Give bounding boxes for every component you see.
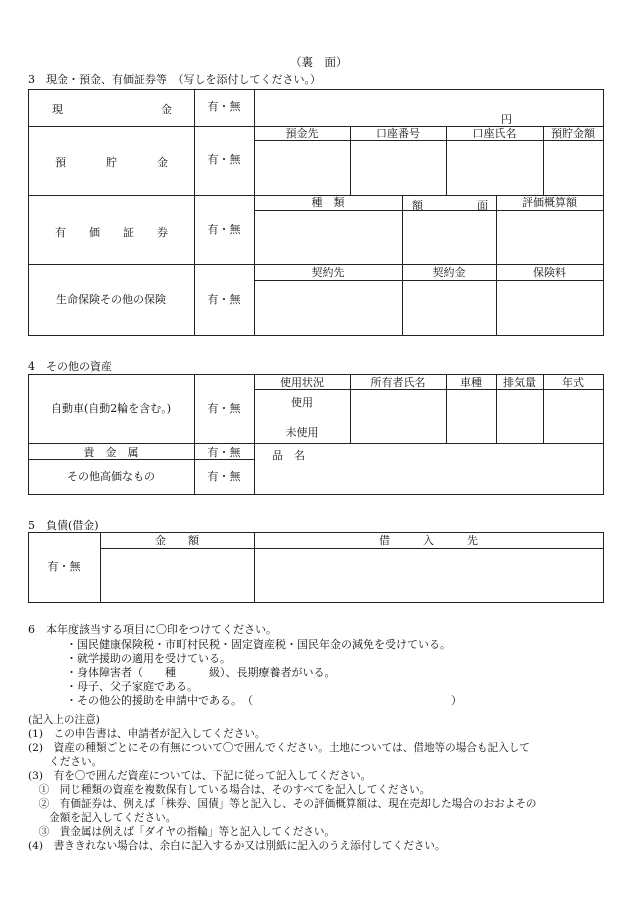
securities-col-type: 種 類 [311,196,345,209]
car-col-model: 車種 [460,376,482,389]
car-status-unused[interactable]: 未使用 [285,426,319,439]
note-line: ② 有価証券は、例えば「株券、国債」等と記入し、その評価概算額は、現在売却した場合のおおよその [28,798,537,810]
cash-unit: 円 [501,113,512,126]
insurance-label: 生命保険その他の保険 [56,293,166,306]
note-line: (3) 有を〇で囲んだ資産については、下記に従って記入してください。 [28,770,372,782]
securities-col-valuation: 評価概算額 [522,196,577,209]
deposit-col-amount: 預貯金額 [551,127,595,140]
insurance-yesno[interactable]: 有・無 [207,293,241,306]
section6-item-tax-reduction[interactable]: ・国民健康保険税・市町村民税・固定資産税・国民年金の減免を受けている。 [66,638,451,651]
valuables-yesno[interactable]: 有・無 [207,470,241,483]
note-line: 金額を記入してください。 [28,812,177,824]
note-line: (4) 書ききれない場合は、余白に記入するか又は別紙に記入のうえ添付してください。 [28,840,446,852]
valuables-label: その他高価なもの [67,470,155,483]
section6-item-disability[interactable]: ・身体障害者（ 種 級）、長期療養者がいる。 [66,666,336,679]
car-col-owner: 所有者氏名 [370,376,426,389]
section3-title: 3 現金・預金、有価証券等 （写しを添付してください。） [28,73,321,86]
car-yesno[interactable]: 有・無 [207,402,241,415]
debt-yesno[interactable]: 有・無 [47,560,81,573]
section4-title: 4 その他の資産 [28,360,112,373]
car-status-in-use[interactable]: 使用 [291,396,313,409]
note-line: (1) この申告書は、申請者が記入してください。 [28,728,266,740]
cash-yesno[interactable]: 有・無 [207,100,241,113]
notes-title: (記入上の注意) [28,714,100,726]
section6-item-single-parent[interactable]: ・母子、父子家庭である。 [66,680,198,693]
cash-amount-field[interactable] [255,90,602,125]
cash-label: 現 金 [52,103,172,116]
securities-label: 有 価 証 券 [55,226,168,239]
precious-metal-yesno[interactable]: 有・無 [207,446,241,459]
note-line: ください。 [28,756,103,768]
car-col-status: 使用状況 [280,376,324,389]
deposit-yesno[interactable]: 有・無 [207,153,241,166]
debt-col-lender: 借 入 先 [379,534,478,547]
section5-title: 5 負債(借金) [28,519,99,532]
securities-col-face-value: 額 面 [412,199,488,212]
securities-yesno[interactable]: 有・無 [207,223,241,236]
debt-col-amount: 金 額 [155,534,199,547]
note-line: (2) 資産の種類ごとにその有無について〇で囲んでください。土地については、借地等の場合も記入して [28,742,530,754]
insurance-col-premium: 保険料 [533,266,566,279]
page-header: （裏 面） [290,55,348,69]
deposit-col-account-number: 口座番号 [376,127,420,140]
item-name-label: 品 名 [272,449,305,462]
deposit-label: 預 貯 金 [55,156,168,169]
deposit-col-account-name: 口座氏名 [472,127,517,140]
note-line: ① 同じ種類の資産を複数保有している場合は、そのすべてを記入してください。 [28,784,431,796]
car-col-year: 年式 [562,376,584,389]
note-line: ③ 貴金属は例えば「ダイヤの指輪」等と記入してください。 [28,826,336,838]
car-label: 自動車(自動2輪を含む。) [50,402,172,415]
deposit-col-bank: 預金先 [285,127,319,140]
precious-metal-label: 貴 金 属 [83,446,139,459]
section6-item-school-aid[interactable]: ・就学援助の適用を受けている。 [66,652,231,665]
car-col-displacement: 排気量 [503,376,536,389]
insurance-col-contract-amount: 契約金 [432,266,466,279]
section6-item-other-aid[interactable]: ・その他公的援助を申請中である。 （ ） [66,694,462,707]
section6-title: 6 本年度該当する項目に〇印をつけてください。 [28,623,277,636]
insurance-col-insurer: 契約先 [311,266,345,279]
